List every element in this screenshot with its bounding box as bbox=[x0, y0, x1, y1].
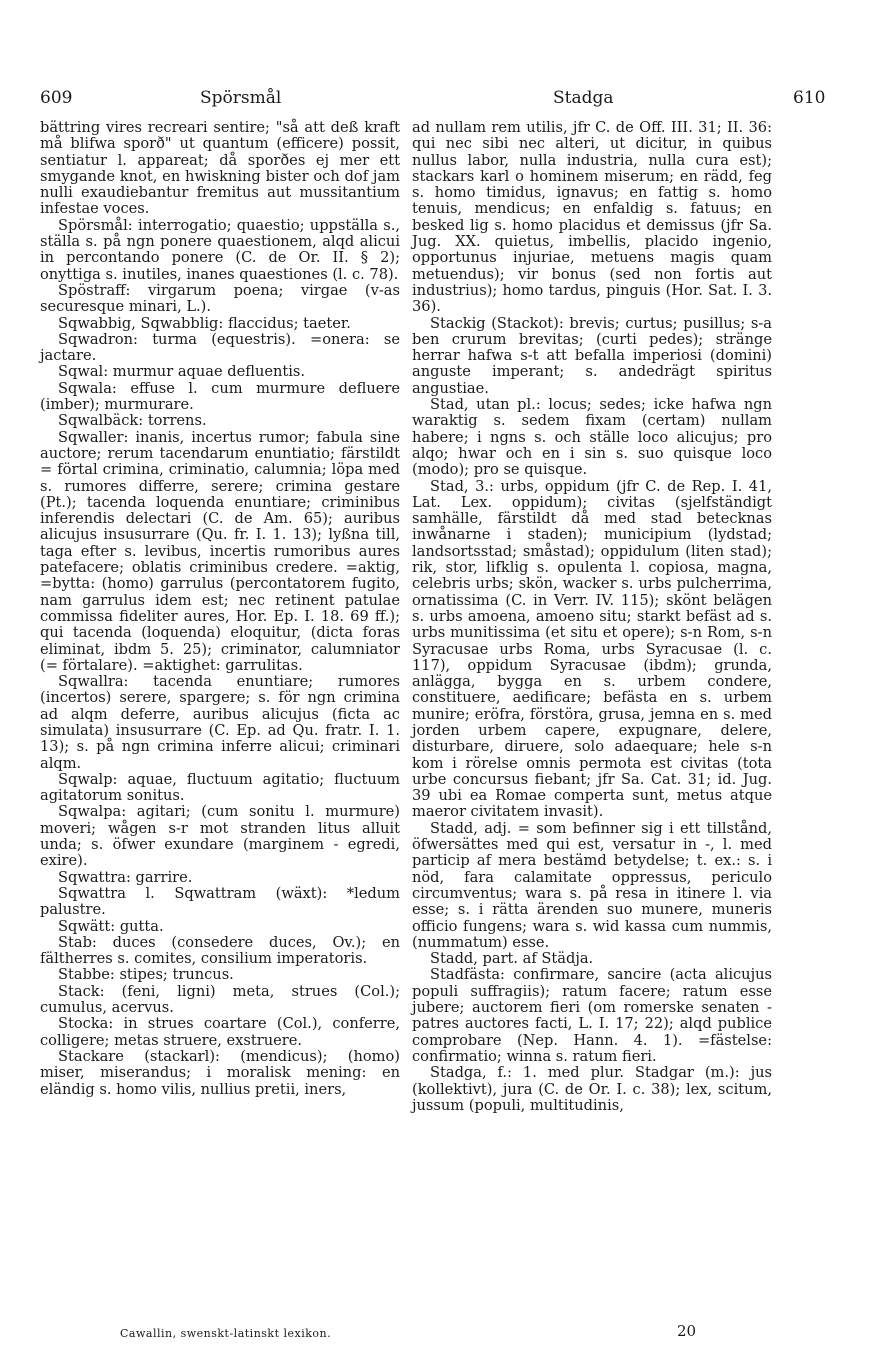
entry: Sqwaller: inanis, incertus rumor; fabula sine auctore; rerum tacendarum enuntiatio; färstildt = förtal crimina, criminatio, calumnia; löpa med s. rumores differre, serere; crimina gestare (Pt.); tacenda loquenda enuntiare; criminibus inferendis delectari (C. de Am. 65); auribus alicujus insusurrare (Qu. fr. I. 1. 13); lyßna till, taga efter s. levibus, incertis rumoribus aures patefacere; oblatis criminibus credere. =aktig, =bytta: (homo) garrulus (percontatorem fugito, nam garrulus idem est; nec retinent patulae commissa fideliter aures, Hor. Ep. I. 18. 69 ff.); qui tacenda (loquenda) eloquitur, (dicta foras eliminat, ibdm 5. 25); criminator, calumniator (= förtalare). =aktighet: garrulitas. bbox=[40, 428, 400, 674]
signature-number: 20 bbox=[677, 1322, 697, 1340]
left-column bbox=[40, 120, 400, 1098]
running-head-right: Stadga bbox=[553, 88, 614, 108]
entry: Stadd, part. af Städja. bbox=[430, 950, 594, 968]
entry: bättring vires recreari sentire; "så att deß kraft må blifwa sporð" ut quantum (efficere) possit, sentiatur l. appareat; då sporðes ej mer ett smygande knot, en hwiskning bister och dof jam nulli exaudiebantur fremitus aut mussitantium infestae voces. bbox=[40, 119, 400, 218]
entry: Sqwal: murmur aquae defluentis. bbox=[58, 363, 306, 381]
entry: Sqwattra l. Sqwattram (wäxt): *ledum palustre. bbox=[40, 884, 400, 919]
entry: Stad, 3.: urbs, oppidum (jfr C. de Rep. I. 41, Lat. Lex. oppidum); civitas (sjelfständigt samhälle, färstildt då med stad betecknas inwånarne i staden); municipium (lydstad; landsortsstad; småstad); oppidulum (liten stad); rik, stor, lifklig s. opulenta l. copiosa, magna, celebris urbs; skön, wacker s. urbs pulcherrima, ornatissima (C. in Verr. IV. 115); skönt belägen s. urbs amoena, amoeno situ; starkt befäst ad s. urbs munitissima (et situ et opere); s-n Rom, s-n Syracusae urbs Roma, urbs Syracusae (l. c. 117), oppidum Syracusae (ibdm); grunda, anlägga, bygga en s. urbem condere, constituere, aedificare; befästa en s. urbem munire; eröfra, förstöra, grusa, jemna en s. med jorden urbem capere, expugnare, delere, disturbare, diruere, solo adaequare; hele s-n kom i rörelse omnis permota est civitas (tota urbe concursus fiebant; jfr Sa. Cat. 31; id. Jug. 39 ubi ea Romae comperta sunt, metus atque maeror civitatem invasit). bbox=[412, 477, 772, 821]
entry: Stadfästa: confirmare, sancire (acta alicujus populi suffragiis); ratum facere; ratum esse jubere; auctorem fieri (om romerske senaten - patres auctores facti, L. I. 17; 22); alqd publice comprobare (Nep. Hann. 4. 1). =fästelse: confirmatio; winna s. ratum fieri. bbox=[412, 966, 772, 1065]
page-number-left: 609 bbox=[40, 88, 73, 108]
entry: Stabbe: stipes; truncus. bbox=[58, 966, 234, 984]
entry: Sqwalbäck: torrens. bbox=[58, 412, 207, 430]
entry: Sqwalpa: agitari; (cum sonitu l. murmure) moveri; wågen s-r mot stranden litus alluit unda; s. öfwer exundare (marginem - egredi, exire). bbox=[40, 803, 400, 870]
entry: Stackare (stackarl): (mendicus); (homo) miser, miserandus; i moralisk mening: en eländig s. homo vilis, nullius pretii, iners, bbox=[40, 1047, 400, 1098]
entry: Stab: duces (consedere duces, Ov.); en fältherres s. comites, consilium imperatoris. bbox=[40, 933, 400, 968]
entry: Stadd, adj. = som befinner sig i ett tillstånd, öfwersättes med qui est, versatur in -, l. med particip af mera bestämd betydelse; t. ex.: s. i nöd, fara calamitate oppressus, periculo circumventus; wara s. på resa in itinere l. via esse; s. i rätta ärenden suo munere, muneris officio fungens; wara s. wid kassa cum nummis, (nummatum) esse. bbox=[412, 819, 772, 951]
entry: Stackig (Stackot): brevis; curtus; pusillus; s-a ben crurum brevitas; (curti pedes); stränge herrar hafwa s-t att befalla imperiosi (domini) anguste imperant; s. andedrägt spiritus angustiae. bbox=[412, 314, 772, 397]
entry: Sqwallra: tacenda enuntiare; rumores (incertos) serere, spargere; s. för ngn crimina ad alqm deferre, auribus alicujus (ficta ac simulata) insusurrare (C. Ep. ad Qu. fratr. I. 1. 13); s. på ngn crimina inferre alicui; criminari alqm. bbox=[40, 673, 400, 772]
entry: Sqwala: effuse l. cum murmure defluere (imber); murmurare. bbox=[40, 379, 400, 414]
entry: Spöstraff: virgarum poena; virgae (v-as securesque minari, L.). bbox=[40, 281, 400, 316]
running-head-left: Spörsmål bbox=[200, 88, 282, 108]
entry: Stocka: in strues coartare (Col.), conferre, colligere; metas struere, exstruere. bbox=[40, 1015, 400, 1049]
entry: Spörsmål: interrogatio; quaestio; uppställa s., ställa s. på ngn ponere quaestionem, alqd alicui in percontando ponere (C. de Or. II. § 2); onyttiga s. inutiles, inanes quaestiones (l. c. 78). bbox=[40, 216, 400, 283]
entry: Sqwätt: gutta. bbox=[58, 917, 164, 935]
footer-imprint: Cawallin, swenskt-latinskt lexikon. bbox=[120, 1327, 332, 1340]
entry: Sqwabbig, Sqwabblig: flaccidus; taeter. bbox=[58, 314, 351, 332]
entry: Sqwattra: garrire. bbox=[58, 868, 193, 886]
entry: ad nullam rem utilis, jfr C. de Off. III. 31; II. 36: qui nec sibi nec alteri, ut dicitur, in quibus nullus labor, nulla industria, nulla cura est); stackars karl o hominem miserum; en rädd, feg s. homo timidus, ignavus; en fattig s. homo tenuis, mendicus; en enfaldig s. fatuus; en besked lig s. homo placidus et demissus (jfr Sa. Jug. XX. quietus, imbellis, placido ingenio, opportunus injuriae, metuens magis quam metuendus); vir bonus (sed non fortis aut industrius); homo tardus, pinguis (Hor. Sat. I. 3. 36). bbox=[412, 119, 772, 316]
entry: Stack: (feni, ligni) meta, strues (Col.); cumulus, acervus. bbox=[40, 982, 400, 1017]
right-column bbox=[412, 120, 772, 1114]
entry: Sqwalp: aquae, fluctuum agitatio; fluctuum agitatorum sonitus. bbox=[40, 770, 400, 805]
page-header bbox=[0, 88, 872, 112]
entry: Stadga, f.: 1. med plur. Stadgar (m.): jus (kollektivt), jura (C. de Or. I. c. 38); lex, scitum, jussum (populi, multitudinis, bbox=[412, 1064, 772, 1114]
entry: Sqwadron: turma (equestris). =onera: se jactare. bbox=[40, 330, 400, 365]
page-number-right: 610 bbox=[793, 88, 826, 108]
entry: Stad, utan pl.: locus; sedes; icke hafwa ngn waraktig s. sedem fixam (certam) nullam habere; i ngns s. och ställe loco alicujus; pro alqo; hwar och en i sin s. suo quisque loco (modo); pro se quisque. bbox=[412, 396, 772, 479]
